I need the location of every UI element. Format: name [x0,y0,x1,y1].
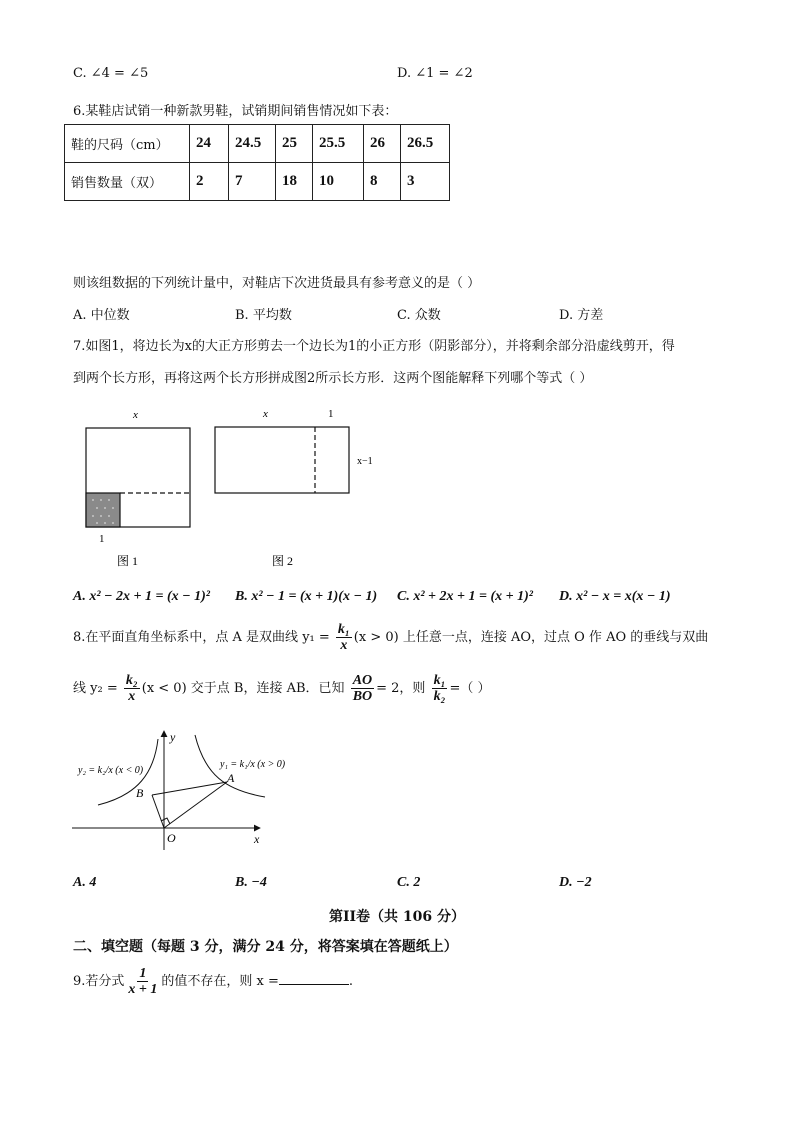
q8-line2-c: = 2，则 [376,681,430,696]
frac-num: k₂ [125,673,138,688]
frac-num: 1 [139,966,147,981]
q6-option-b: B. 平均数 [235,308,292,323]
q8-line1-b: (x > 0) 上任意一点，连接 AO，过点 O 作 AO 的垂线与双曲 [353,630,709,645]
fraction-k1-k2 [432,673,448,704]
fig2-caption: 图 2 [272,554,294,568]
hyperbola-graph [70,725,310,855]
section-heading: 二、填空题（每题 3 分，满分 24 分，将答案填在答题纸上） [73,939,458,955]
fig1-label-x: x [133,409,138,421]
q6-question: 则该组数据的下列统计量中，对鞋店下次进货最具有参考意义的是（ ） [73,276,481,291]
fig1-caption: 图 1 [117,554,139,568]
q7-option-c: C. x² + 2x + 1 = (x + 1)² [397,589,533,604]
frac-den: x [340,638,348,653]
fraction-k1-x [336,622,352,653]
segment-bo [152,795,164,828]
count-cell: 18 [276,163,313,201]
q9-stem [73,965,353,999]
origin-label: O [167,831,176,845]
q8-option-a: A. 4 [73,875,97,890]
row-label-size: 鞋的尺码（cm） [65,125,190,163]
q9-text-a: 9.若分式 [73,974,125,989]
row-label-count: 销售数量（双） [65,163,190,201]
q5-option-c: C. ∠4 = ∠5 [73,66,149,81]
q7-option-d: D. x² − x = x(x − 1) [559,589,671,604]
q7-stem-line2: 到两个长方形，再将这两个长方形拼成图2所示长方形．这两个图能解释下列哪个等式（ ） [73,371,593,386]
fig2-label-1: 1 [328,408,334,420]
q8-line1-a: 8.在平面直角坐标系中，点 A 是双曲线 y₁ = [73,630,334,645]
q8-line2-b: (x < 0) 交于点 B，连接 AB．已知 [141,681,349,696]
count-cell: 2 [190,163,229,201]
q8-option-c: C. 2 [397,875,421,890]
q8-option-b: B. −4 [235,875,267,890]
fig2-label-x: x [263,408,268,420]
left-curve-label: y₂ = k₂/x (x < 0) [78,765,144,776]
size-cell: 25.5 [313,125,364,163]
segment-ao [164,782,227,828]
part2-title: 第II卷（共 106 分） [328,909,466,925]
q6-option-a: A. 中位数 [73,308,130,323]
size-cell: 24 [190,125,229,163]
size-cell: 25 [276,125,313,163]
table-row [65,125,450,163]
fraction-1-over-x-plus-1 [126,966,159,997]
frac-den: x + 1 [128,982,158,997]
axis-label-x: x [254,832,260,846]
q8-option-d: D. −2 [559,875,592,890]
point-b-label: B [136,786,144,800]
frac-den: BO [352,689,373,704]
axis-label-y: y [170,730,176,744]
q6-stem: 6.某鞋店试销一种新款男鞋，试销期间销售情况如下表： [73,104,398,119]
q6-option-c: C. 众数 [397,308,441,323]
answer-blank[interactable] [279,972,349,985]
q9-text-c: . [348,974,354,989]
size-cell: 26 [364,125,401,163]
right-curve-label: y₁ = k₁/x (x > 0) [220,759,286,770]
count-cell: 7 [229,163,276,201]
size-cell: 24.5 [229,125,276,163]
count-cell: 8 [364,163,401,201]
fig1-label-1: 1 [99,533,105,545]
frac-den: x [128,689,136,704]
q7-stem-line1: 7.如图1，将边长为x的大正方形剪去一个边长为1的小正方形（阴影部分），并将剩余部分沿虚线剪开，得 [73,339,675,354]
fig2-label-side: x−1 [357,456,373,467]
table-row [65,163,450,201]
frac-num: k₁ [337,622,350,637]
figure-1 [86,409,190,568]
q7-option-b: B. x² − 1 = (x + 1)(x − 1) [235,589,378,604]
q8-line2-d: =（ ） [449,681,491,696]
frac-num: AO [352,673,373,688]
fraction-k2-x [124,673,140,704]
q6-option-d: D. 方差 [559,308,604,323]
point-a-label: A [227,771,235,785]
figure-2 [215,408,373,568]
q8-stem-line2 [73,672,491,706]
sales-table [64,124,450,201]
q7-option-a: A. x² − 2x + 1 = (x − 1)² [73,589,210,604]
combined-rectangle [215,427,349,493]
q9-text-b: 的值不存在，则 x = [161,974,279,989]
small-shaded-square [86,493,120,527]
count-cell: 3 [401,163,450,201]
q5-option-d: D. ∠1 = ∠2 [397,66,473,81]
segment-ab [152,782,227,795]
q8-stem-line1 [73,621,708,655]
q8-line2-a: 线 y₂ = [73,681,122,696]
frac-den: k₂ [433,689,446,704]
fraction-ao-bo [351,673,374,704]
q7-figures [60,400,400,575]
frac-num: k₁ [433,673,446,688]
size-cell: 26.5 [401,125,450,163]
count-cell: 10 [313,163,364,201]
